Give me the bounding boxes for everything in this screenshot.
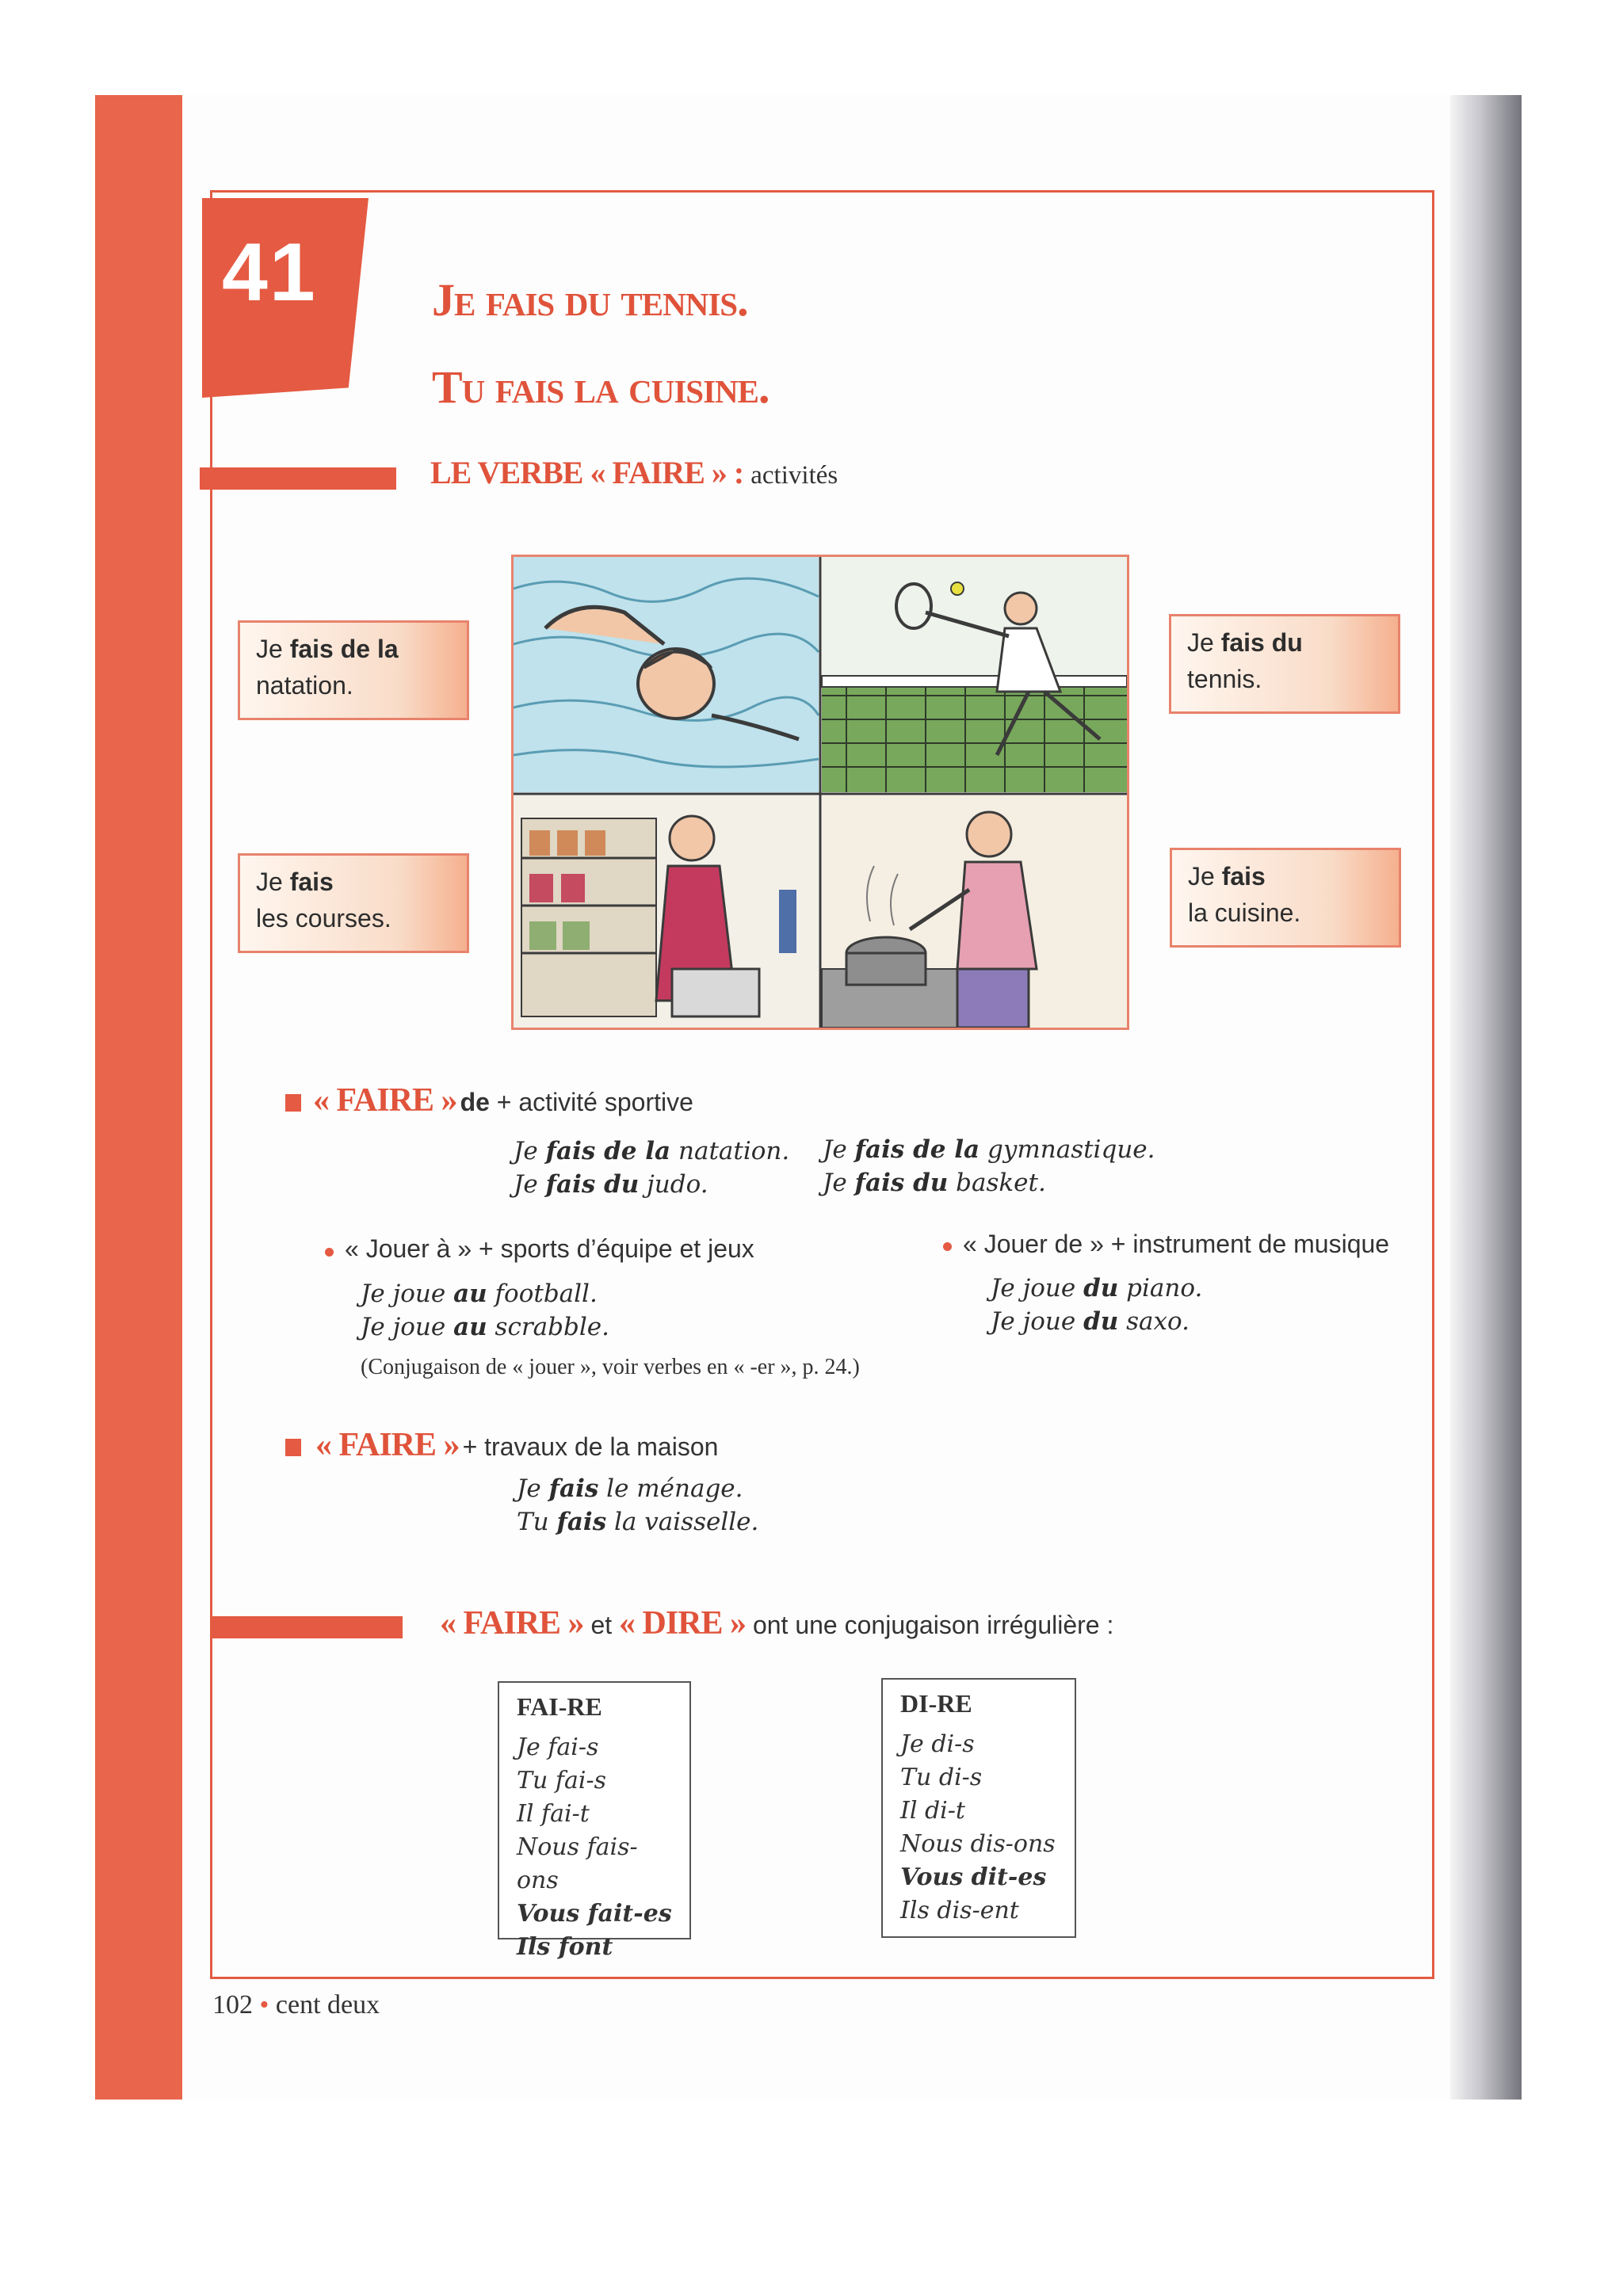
conjugation-row: Ils font — [517, 1933, 613, 1961]
caption-line1 — [1188, 858, 1383, 894]
jouer-de-heading: « Jouer de » + instrument de musique — [963, 1230, 1390, 1258]
de-keyword: de — [460, 1088, 490, 1116]
sport-examples-right — [823, 1133, 1155, 1199]
conjugation-row: Nous dis-ons — [900, 1830, 1056, 1858]
section-bar — [200, 467, 396, 490]
table-head: DI-RE — [900, 1689, 972, 1718]
conjugation-row: Ils dis-ent — [900, 1897, 1019, 1924]
dire-keyword: « DIRE » — [619, 1605, 747, 1642]
dot-bullet-icon — [943, 1242, 952, 1251]
caption-line1 — [256, 631, 451, 667]
conjugation-row: Il fai-t — [517, 1800, 590, 1828]
folio-bullet: • — [259, 1990, 269, 2019]
caption-pre: Je — [1187, 628, 1221, 657]
caption-line2: la cuisine. — [1188, 898, 1301, 927]
caption-line2: les courses. — [256, 904, 391, 933]
caption-bold: fais — [289, 868, 334, 896]
panel-cooking — [822, 795, 1127, 1028]
panel-swimming — [514, 557, 819, 792]
dot-bullet-icon — [325, 1248, 334, 1257]
rule-sport-desc: + activité sportive — [489, 1088, 693, 1116]
caption-tennis — [1169, 614, 1400, 714]
square-bullet-icon — [285, 1439, 301, 1456]
faire-keyword: « FAIRE » — [315, 1427, 460, 1463]
caption-line2: tennis. — [1187, 665, 1262, 693]
conjugation-row: Nous fais-ons — [517, 1833, 638, 1894]
section-heading-main: LE VERBE « FAIRE » : — [430, 455, 744, 490]
section-heading-sub: activités — [750, 461, 838, 490]
example-line: Je joue au football. — [361, 1280, 598, 1308]
square-bullet-icon — [285, 1094, 301, 1112]
example-line: Je joue du saxo. — [991, 1307, 1190, 1336]
caption-cooking — [1170, 848, 1401, 948]
rule-sport-heading — [313, 1081, 693, 1119]
section-heading — [430, 454, 838, 491]
conjugation-note: (Conjugaison de « jouer », voir verbes en « -er », p. 24.) — [361, 1355, 860, 1379]
example-line: Je fais de la natation. — [514, 1137, 790, 1165]
red-spine-band — [95, 95, 182, 2100]
table-head: FAI-RE — [517, 1692, 602, 1721]
faire-keyword: « FAIRE » — [313, 1082, 457, 1119]
page-folio — [212, 1990, 380, 2020]
et-word: et — [583, 1611, 620, 1639]
conjugation-row: Vous fait-es — [517, 1900, 672, 1928]
faire-conjugation-table — [498, 1681, 691, 1961]
caption-line2: natation. — [256, 671, 353, 700]
caption-bold: fais du — [1220, 628, 1303, 657]
conjugation-row: Je fai-s — [517, 1733, 599, 1761]
book-binding-shadow — [1450, 95, 1522, 2100]
caption-pre: Je — [256, 635, 290, 663]
illustration — [511, 555, 1129, 1030]
lesson-title-line2: Tu fais la cuisine. — [432, 361, 769, 413]
caption-pre: Je — [256, 868, 290, 896]
page-number: 102 — [212, 1990, 253, 2019]
caption-bold: fais de la — [289, 635, 399, 663]
conjugation-row: Tu fai-s — [517, 1767, 606, 1794]
house-examples — [517, 1472, 758, 1539]
panel-shopping — [514, 795, 819, 1028]
sport-examples-left — [514, 1135, 789, 1201]
illustration-drawing — [514, 557, 1127, 1028]
dire-conjugation-table — [881, 1678, 1076, 1938]
lesson-number: 41 — [222, 227, 317, 318]
conjugation-row: Vous dit-es — [900, 1863, 1047, 1891]
conjugation-bar — [212, 1616, 403, 1638]
page-number-words: cent deux — [275, 1990, 380, 2019]
caption-pre: Je — [1188, 862, 1222, 891]
jouer-de-examples — [991, 1272, 1202, 1338]
caption-line1 — [256, 864, 451, 900]
rule-house-desc: + travaux de la maison — [462, 1432, 719, 1461]
jouer-a-examples — [361, 1277, 609, 1344]
example-line: Je fais le ménage. — [517, 1474, 743, 1503]
caption-swimming — [238, 620, 469, 720]
lesson-title-line1: Je fais du tennis. — [432, 274, 748, 326]
conjugation-row: Il di-t — [900, 1797, 965, 1825]
example-line: Je joue au scrabble. — [361, 1313, 609, 1341]
example-line: Tu fais la vaisselle. — [517, 1508, 759, 1536]
conjugation-desc: ont une conjugaison irrégulière : — [746, 1611, 1114, 1639]
caption-bold: fais — [1221, 862, 1266, 891]
conjugation-heading — [440, 1604, 1113, 1642]
example-line: Je joue du piano. — [991, 1274, 1203, 1302]
conjugation-row: Tu di-s — [900, 1764, 983, 1791]
rule-house-heading — [315, 1426, 718, 1464]
caption-shopping — [238, 853, 469, 953]
caption-line1 — [1187, 624, 1382, 661]
example-line: Je fais du basket. — [823, 1169, 1046, 1197]
conjugation-row: Je di-s — [900, 1730, 975, 1758]
jouer-a-heading: « Jouer à » + sports d’équipe et jeux — [345, 1234, 754, 1263]
example-line: Je fais du judo. — [514, 1170, 708, 1199]
example-line: Je fais de la gymnastique. — [823, 1135, 1155, 1164]
panel-tennis — [822, 557, 1127, 792]
faire-keyword: « FAIRE » — [440, 1605, 584, 1642]
